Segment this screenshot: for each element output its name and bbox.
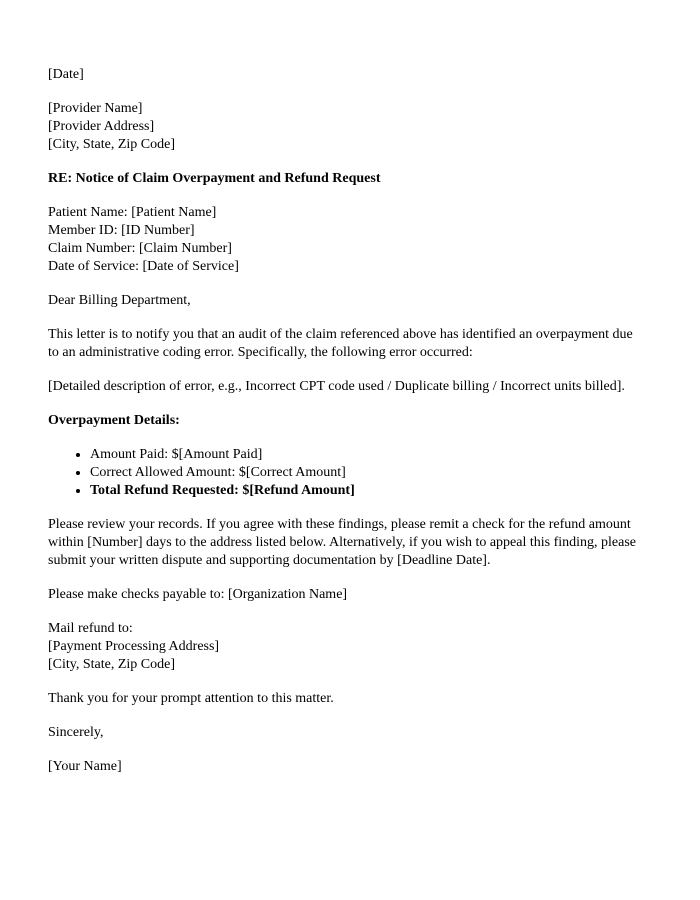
subject-line: RE: Notice of Claim Overpayment and Refund Request [48,171,381,186]
patient-name-line: Patient Name: [Patient Name] [48,205,217,220]
bullet-amount-paid [90,446,644,464]
bullet-correct-allowed-amount-text: Correct Allowed Amount: $[Correct Amount] [90,465,346,480]
mail-city-line: [City, State, Zip Code] [48,657,176,672]
intro-paragraph: This letter is to notify you that an audit of the claim referenced above has identified an overpayment due to an administrative coding error. Specifically, the following error occurred: [48,327,633,360]
overpayment-list [48,446,644,500]
salutation-line: Dear Billing Department, [48,293,191,308]
review-paragraph: Please review your records. If you agree with these findings, please remit a check for the refund amount within [Number] days to the address listed below. Alternatively, if you wish to appeal this finding, please submit your written dispute and supporting documentation by [Deadline Date]. [48,517,637,568]
bullet-amount-paid-text: Amount Paid: $[Amount Paid] [90,447,263,462]
bullet-total-refund-requested-text: Total Refund Requested: $[Refund Amount] [90,483,355,498]
provider-city-line: [City, State, Zip Code] [48,137,176,152]
claim-number-line: Claim Number: [Claim Number] [48,241,232,256]
closing-line: Sincerely, [48,725,104,740]
letter-body [48,66,644,776]
bullet-total-refund-requested [90,482,644,500]
provider-address-line: [Provider Address] [48,119,155,134]
bullet-correct-allowed-amount [90,464,644,482]
error-description-paragraph: [Detailed description of error, e.g., Incorrect CPT code used / Duplicate billing / Incorrect units billed]. [48,379,625,394]
provider-address-block [48,100,644,154]
member-id-line: Member ID: [ID Number] [48,223,195,238]
signature-line: [Your Name] [48,759,122,774]
patient-info-block [48,204,644,276]
mail-refund-label-line: Mail refund to: [48,621,133,636]
thanks-line: Thank you for your prompt attention to this matter. [48,691,334,706]
overpayment-details-heading: Overpayment Details: [48,413,180,428]
date-line: [Date] [48,67,84,82]
payment-processing-address-line: [Payment Processing Address] [48,639,220,654]
checks-payable-line: Please make checks payable to: [Organization Name] [48,587,348,602]
mail-refund-block [48,620,644,674]
date-of-service-line: Date of Service: [Date of Service] [48,259,239,274]
provider-name-line: [Provider Name] [48,101,143,116]
